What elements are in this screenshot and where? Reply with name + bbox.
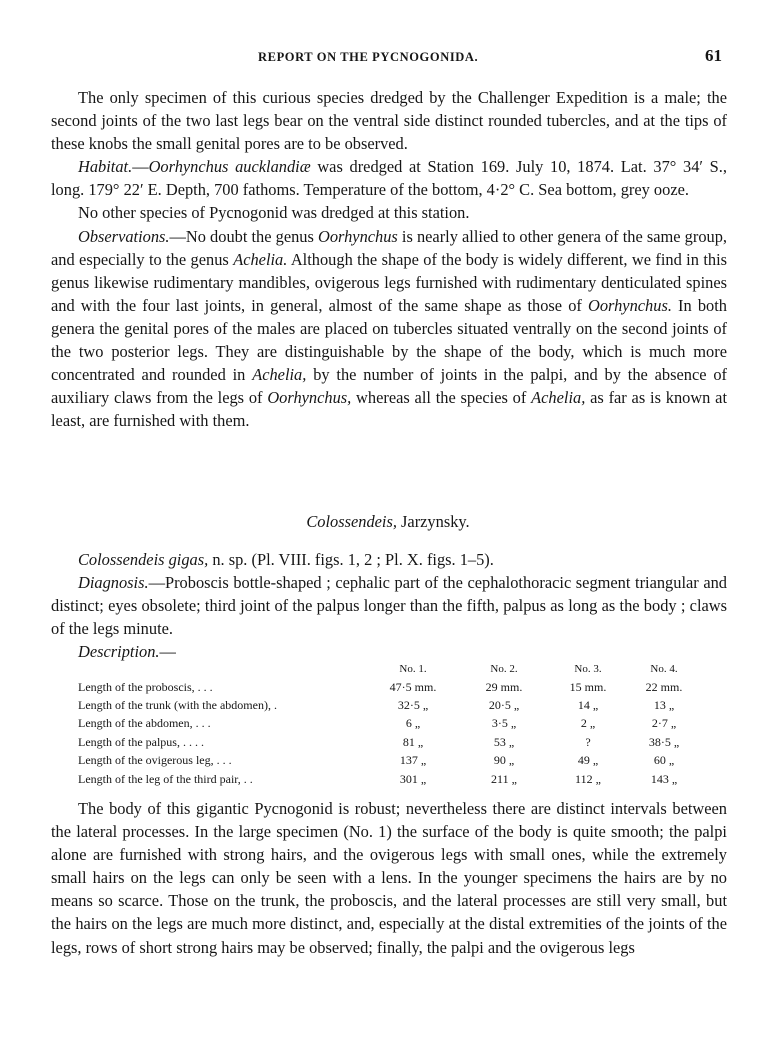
row-label: Length of the proboscis, . . . [78,679,213,694]
species-line [51,548,727,571]
observations-italic-5: Oorhynchus, [267,388,352,408]
diagnosis-paragraph [51,571,727,640]
cell-no-2: 20·5 „ [488,698,520,713]
cell-no-3: 14 „ [577,698,599,713]
measurements-table [78,660,718,788]
species-section [51,548,727,663]
oorhynchus-section [51,86,727,432]
body-description-text: The body of this gigantic Pycnogonid is robust; nevertheless there are distinct intervals between the lateral processes. In the large specimen (No. 1) the surface of the body is quite smooth; the palpi alone are furnished with strong hairs, and the ovigerous legs with small ones, while the extremely small hairs on the legs can only be seen with a lens. In the younger specimens the hairs are by no means so scarce. Those on the trunk, the proboscis, and the lateral processes are still very small, but the hairs on the legs are much more distinct, and, especially at the distal extremities of the joints of the legs, rows of short strong hairs may be observed; finally, the palpi and the ovigerous legs [51,799,727,957]
genus-author: Jarzynsky. [396,512,470,531]
observations-label: Observations. [78,226,170,246]
cell-no-4: 22 mm. [645,679,683,694]
observations-text-7: as far as is known at least, are furnished with them. [51,388,727,431]
table-row [78,770,699,788]
cell-no-3: 15 mm. [569,679,607,694]
column-header-no-1: No. 1. [399,663,427,675]
cell-no-1: 32·5 „ [397,698,429,713]
row-label: Length of the trunk (with the abdomen), . [78,698,277,713]
observations-paragraph [51,225,727,433]
genus-heading [0,512,776,532]
cell-no-3: 2 „ [580,716,596,731]
intro-paragraph [51,86,727,155]
cell-no-4: 13 „ [653,698,675,713]
observations-italic-4: Achelia, [252,365,307,385]
no-other-text: No other species of Pycnogonid was dredged at this station. [78,203,470,223]
cell-no-2: 29 mm. [485,679,523,694]
table-row [78,752,699,770]
cell-no-3: 112 „ [575,771,601,786]
cell-no-1: 6 „ [405,716,421,731]
habitat-label: Habitat. [78,157,133,177]
observations-text-1: —No doubt the genus [169,226,318,246]
description-label: Description. [78,642,160,662]
observations-text-3: Although the shape of the body is widely different, we find in this genus likewise rudimentary mandibles, ovigerous legs furnished with rudimentary denticulated spines and with the four last joints, in general, almost of the same shape as those of [51,249,727,315]
body-description-section [51,797,727,959]
species-name: Colossendeis gigas, [78,550,209,569]
cell-no-2: 90 „ [493,753,515,768]
cell-no-3: 49 „ [577,753,599,768]
cell-no-3: ? [585,734,591,749]
observations-text-4: In both genera the genital pores of the males are placed on tubercles situated ventrally on the second joints of the two posterior legs. They are distinguishable by the shape of the body, which is much more concentrated and rounded in [51,295,727,385]
species-text: n. sp. (Pl. VIII. figs. 1, 2 ; Pl. X. figs. 1–5). [208,550,494,569]
table-row [78,715,699,733]
observations-italic-2: Achelia. [233,249,288,269]
observations-text-2: is nearly allied to other genera of the same group, and especially to the genus [51,226,727,269]
cell-no-4: 143 „ [650,771,678,786]
table-row [78,733,699,751]
row-label: Length of the palpus, . . . . [78,734,204,749]
cell-no-4: 38·5 „ [648,734,680,749]
page-number: 61 [705,46,722,65]
body-description-paragraph [51,797,727,959]
genus-name: Colossendeis, [306,512,397,531]
cell-no-4: 60 „ [653,753,675,768]
cell-no-1: 137 „ [399,753,427,768]
cell-no-1: 301 „ [399,771,427,786]
diagnosis-text: —Proboscis bottle-shaped ; cephalic part of the cephalothoracic segment triangular and distinct; eyes obsolete; third joint of the palpus longer than the fifth, palpus as long as the body ; claws of the legs minute. [51,573,727,639]
habitat-species: Oorhynchus aucklandiæ [148,157,311,177]
observations-text-5: by the number of joints in the palpi, and by the absence of auxiliary claws from the legs of [51,365,727,408]
column-header-no-3: No. 3. [574,663,602,675]
running-header [0,46,776,72]
habitat-paragraph: Habitat.—Oorhynchus aucklandiæ was dredged at Station 169. July 10, 1874. Lat. 37° 34′ S., long. 179° 22′ E. Depth, 700 fathoms. Temperature of the bottom, 4·2° C. Sea bottom, grey ooze. [51,157,727,200]
table-row [78,696,699,714]
habitat-text: was dredged at Station 169. July 10, 1874. Lat. 37° 34′ S., long. 179° 22′ E. Depth, 700 fathoms. Temperature of the bottom, 4·2° C. Sea bottom, grey ooze. [51,157,727,200]
row-label: Length of the ovigerous leg, . . . [78,753,232,768]
no-other-paragraph [51,201,727,224]
table-row [78,678,699,696]
cell-no-1: 81 „ [402,734,424,749]
column-header-no-4: No. 4. [650,663,678,675]
cell-no-2: 53 „ [493,734,515,749]
cell-no-2: 211 „ [491,771,517,786]
measurements-header-row [78,660,699,678]
intro-text: The only specimen of this curious species dredged by the Challenger Expedition is a male; the second joints of the two last legs bear on the ventral side distinct rounded tubercles, and at the tips of these knobs the small genital pores are to be observed. [51,88,727,154]
measurements-grid [78,660,699,788]
observations-italic-3: Oorhynchus. [588,295,672,315]
observations-text-6: whereas all the species of [351,388,532,408]
description-dash: — [159,642,176,662]
column-header-no-2: No. 2. [490,663,518,675]
running-title: REPORT ON THE PYCNOGONIDA. [258,50,479,64]
cell-no-2: 3·5 „ [491,716,517,731]
row-label: Length of the abdomen, . . . [78,716,211,731]
observations-italic-6: Achelia, [531,388,586,408]
cell-no-1: 47·5 mm. [389,679,437,694]
diagnosis-label: Diagnosis. [78,573,149,593]
cell-no-4: 2·7 „ [651,716,677,731]
row-label: Length of the leg of the third pair, . . [78,771,253,786]
observations-italic-1: Oorhynchus [317,226,398,246]
measurements-label-header [78,660,365,678]
